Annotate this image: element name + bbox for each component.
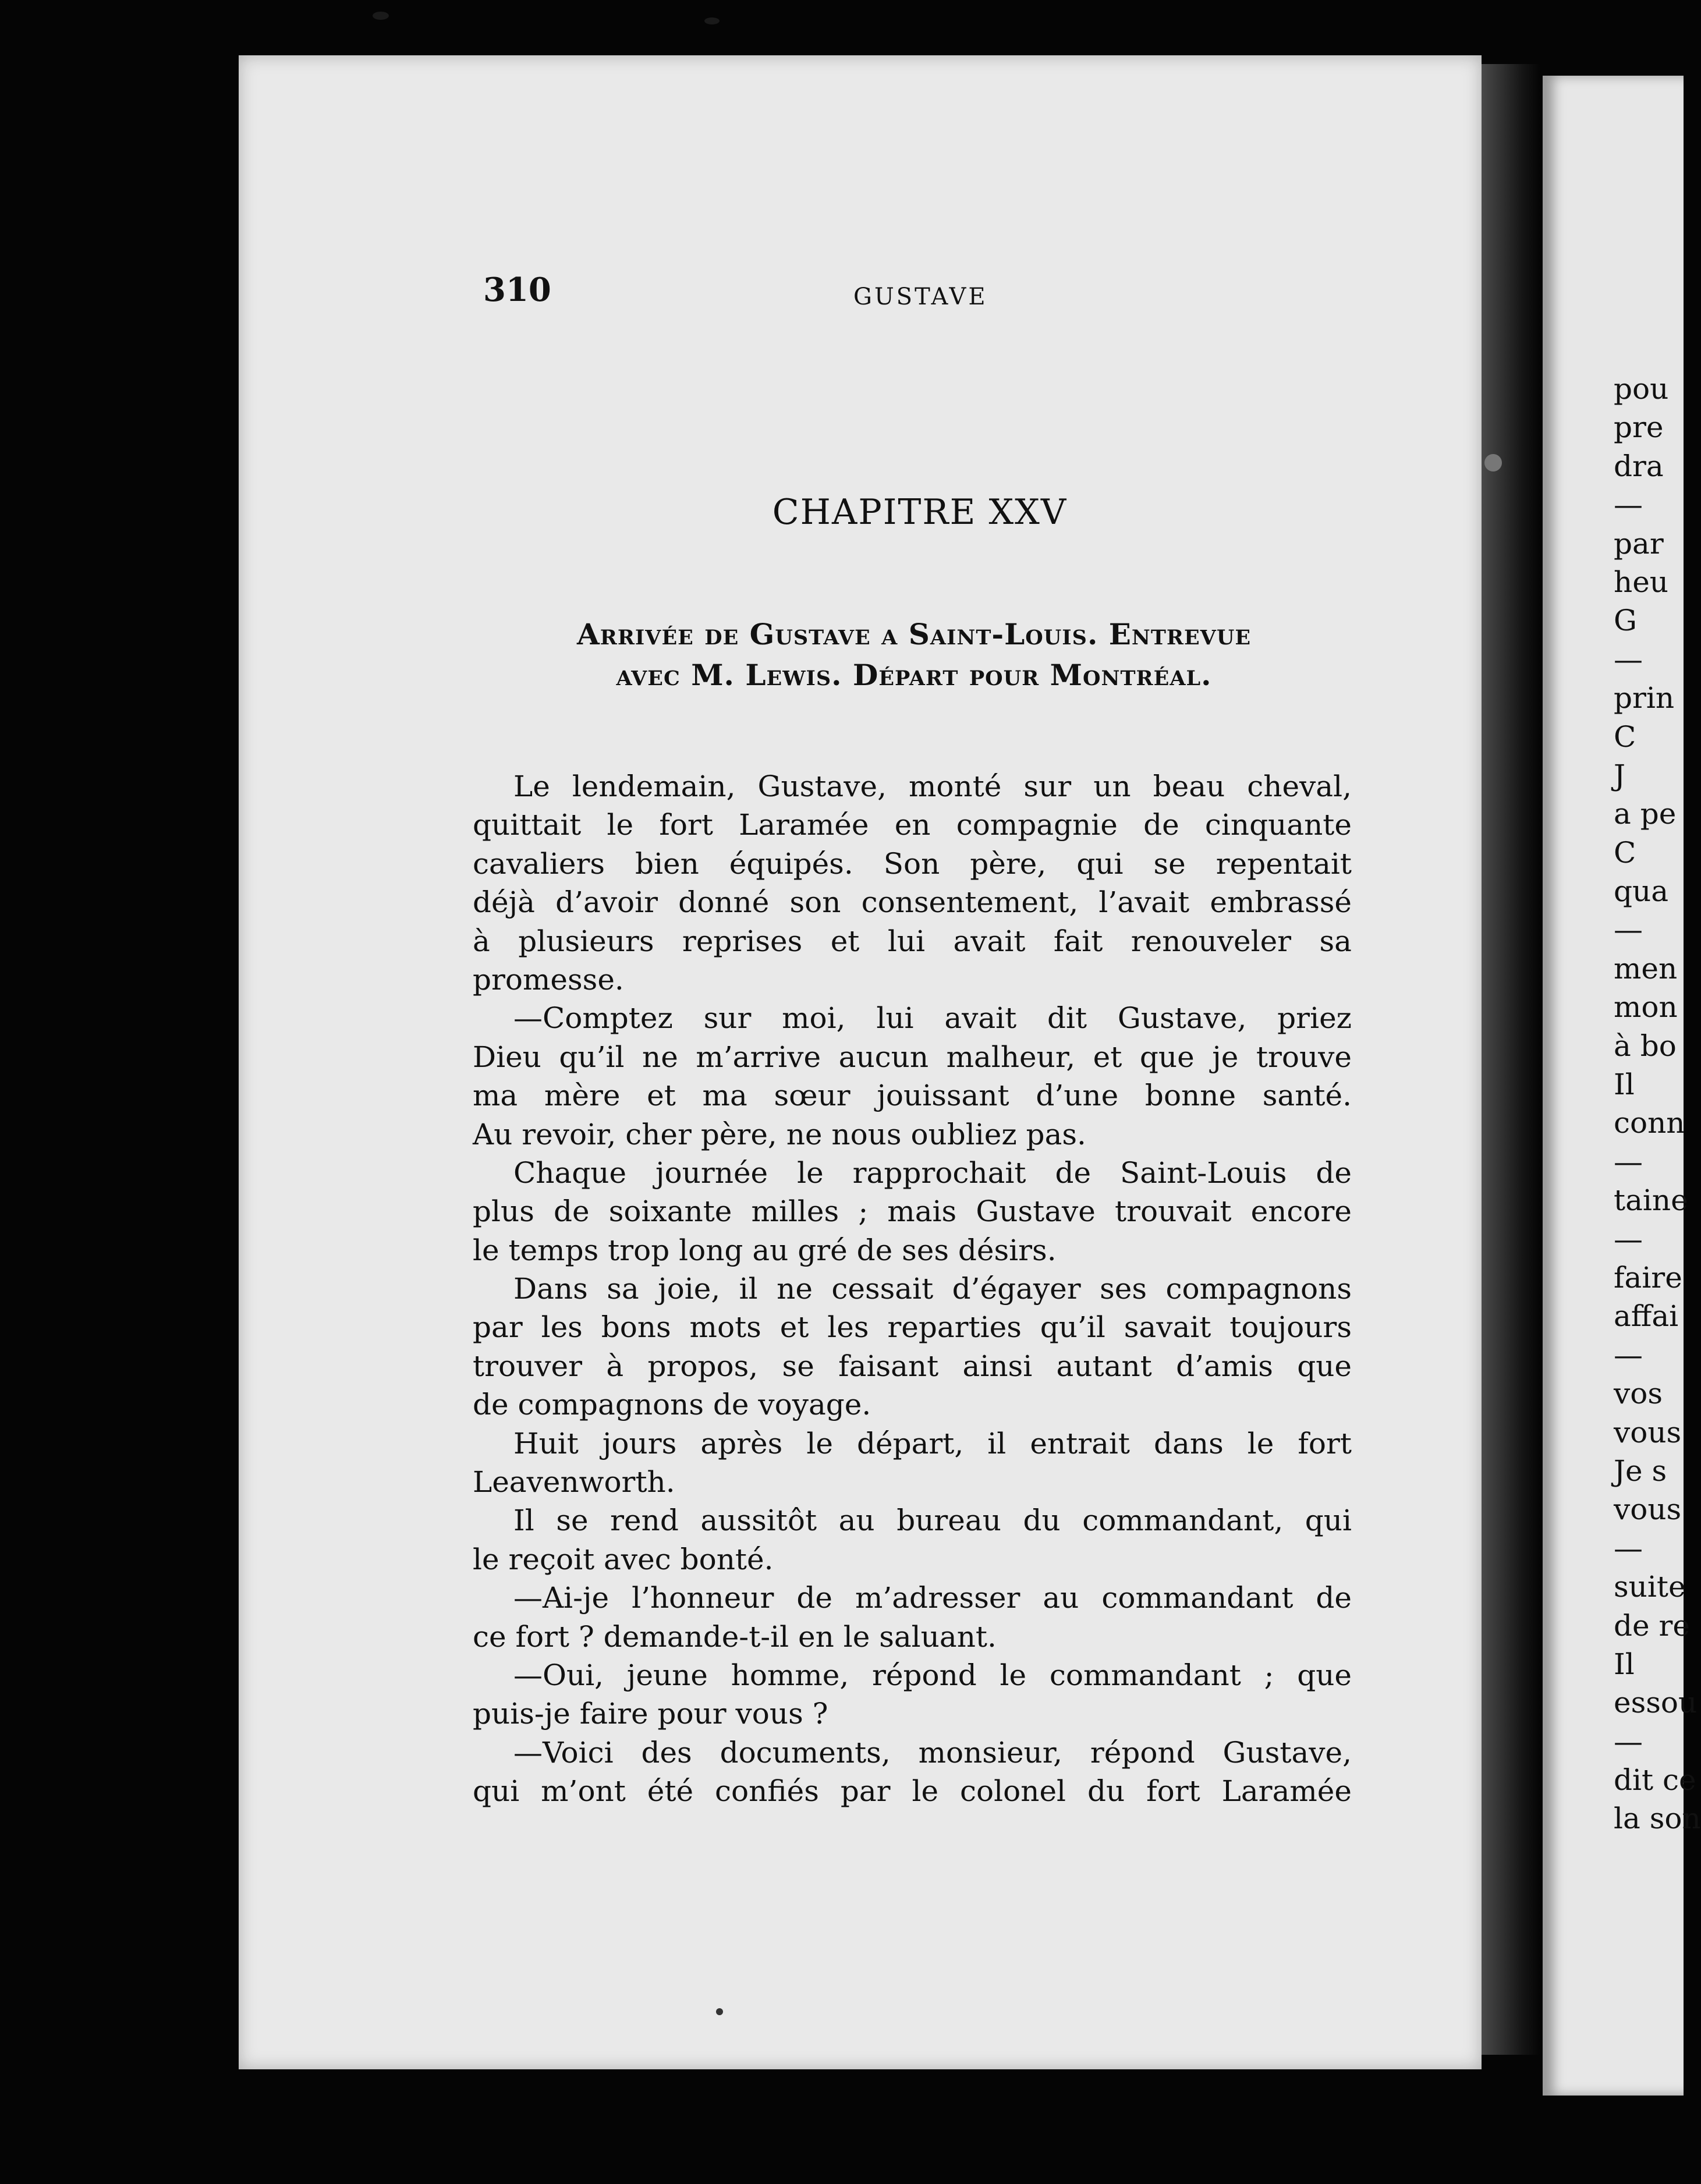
right-page-fragment: — <box>1614 1144 1643 1179</box>
right-page-fragment: faire <box>1614 1260 1682 1295</box>
right-page-fragment: Il <box>1614 1068 1635 1102</box>
right-page-fragment: suite <box>1614 1570 1686 1604</box>
text-line: déjà d’avoir donné son consentement, l’avait embrassé <box>473 885 1352 920</box>
right-page-fragment: vous <box>1614 1492 1682 1527</box>
right-page-fragment: la son <box>1614 1802 1701 1836</box>
text-line: de compagnons de voyage. <box>473 1388 871 1422</box>
right-page-fragment: heu <box>1614 565 1668 599</box>
text-line: Chaque journée le rapprochait de Saint-Louis de <box>513 1155 1352 1190</box>
right-page-fragment: par <box>1614 526 1664 561</box>
scan-speck <box>704 17 720 24</box>
scan-speck <box>1484 454 1502 471</box>
text-line: promesse. <box>473 962 624 997</box>
right-page-fragment: qua <box>1614 874 1669 909</box>
right-page-fragment: a pe <box>1614 797 1677 831</box>
right-page-fragment: conn <box>1614 1106 1685 1140</box>
right-page-text-fragments <box>1614 370 1701 1838</box>
text-line: le reçoit avec bonté. <box>473 1542 774 1576</box>
right-page-fragment: C <box>1614 719 1636 754</box>
chapter-summary <box>477 614 1351 696</box>
scan-speck <box>716 2008 723 2015</box>
right-page-fragment: — <box>1614 1724 1643 1758</box>
right-page-fragment: — <box>1614 1531 1643 1565</box>
right-page-fragment: vous <box>1614 1415 1682 1449</box>
right-page-fragment: — <box>1614 488 1643 522</box>
text-line: —Voici des documents, monsieur, répond Gustave, <box>513 1735 1352 1770</box>
right-page-fragment: taine <box>1614 1183 1688 1218</box>
right-page-fragment: dra <box>1614 449 1664 483</box>
chapter-title: CHAPITRE XXV <box>772 492 1068 533</box>
text-line: ce fort ? demande-t-il en le saluant. <box>473 1619 997 1654</box>
text-line: —Comptez sur moi, lui avait dit Gustave, priez <box>513 1001 1352 1036</box>
right-page-fragment: de re <box>1614 1608 1690 1643</box>
right-page-fragment: J <box>1614 758 1626 792</box>
right-page-fragment: G <box>1614 604 1637 638</box>
right-page-fragment: — <box>1614 1338 1643 1372</box>
right-page-fragment: — <box>1614 642 1643 676</box>
right-page-fragment: Je s <box>1614 1453 1667 1488</box>
text-line: Il se rend aussitôt au bureau du commandant, qui <box>513 1504 1352 1538</box>
chapter-summary-line: Arrivée de Gustave a Saint-Louis. Entrevue <box>576 617 1252 651</box>
text-line: Dans sa joie, il ne cessait d’égayer ses compagnons <box>513 1272 1352 1306</box>
right-page-fragment: essou <box>1614 1686 1698 1720</box>
running-head: GUSTAVE <box>853 283 988 310</box>
page-number: 310 <box>483 271 551 309</box>
text-line: qui m’ont été confiés par le colonel du fort Laramée <box>473 1774 1352 1809</box>
right-page-fragment: prin <box>1614 681 1675 715</box>
right-page-fragment: Il <box>1614 1647 1635 1681</box>
right-page-fragment: men <box>1614 951 1678 985</box>
scan-speck <box>373 12 389 20</box>
right-page-fragment: — <box>1614 913 1643 947</box>
text-line: —Oui, jeune homme, répond le commandant ; que <box>513 1658 1352 1692</box>
right-page-fragment: dit ce <box>1614 1763 1696 1797</box>
text-line: cavaliers bien équipés. Son père, qui se repentait <box>473 846 1352 881</box>
right-page-fragment: pre <box>1614 410 1664 445</box>
page-gutter-shadow <box>1482 64 1540 2055</box>
text-line: Dieu qu’il ne m’arrive aucun malheur, et que je trouve <box>473 1040 1352 1074</box>
chapter-summary-line: avec M. Lewis. Départ pour Montréal. <box>616 658 1212 692</box>
right-page-fragment: pou <box>1614 372 1669 406</box>
body-text <box>473 767 1352 1811</box>
text-line: Leavenworth. <box>473 1465 675 1499</box>
right-page-fragment: affai <box>1614 1299 1679 1334</box>
right-page-fragment: vos <box>1614 1377 1663 1411</box>
text-line: le temps trop long au gré de ses désirs. <box>473 1233 1057 1267</box>
text-line: Huit jours après le départ, il entrait dans le fort <box>513 1426 1352 1460</box>
text-line: —Ai-je l’honneur de m’adresser au commandant de <box>513 1581 1352 1615</box>
text-line: trouver à propos, se faisant ainsi autant d’amis que <box>473 1349 1352 1383</box>
text-line: ma mère et ma sœur jouissant d’une bonne santé. <box>473 1079 1352 1113</box>
right-page-fragment: à bo <box>1614 1029 1677 1063</box>
right-page-fragment: — <box>1614 1222 1643 1256</box>
right-page-fragment: mon <box>1614 990 1678 1024</box>
text-line: quittait le fort Laramée en compagnie de cinquante <box>473 808 1352 842</box>
text-line: Le lendemain, Gustave, monté sur un beau cheval, <box>513 770 1352 803</box>
right-page-fragment: C <box>1614 835 1636 870</box>
text-line: Au revoir, cher père, ne nous oubliez pas. <box>473 1117 1086 1151</box>
text-line: par les bons mots et les reparties qu’il savait toujours <box>473 1310 1352 1345</box>
text-line: plus de soixante milles ; mais Gustave trouvait encore <box>473 1194 1352 1229</box>
text-line: à plusieurs reprises et lui avait fait renouveler sa <box>473 924 1352 958</box>
text-line: puis-je faire pour vous ? <box>473 1697 828 1731</box>
